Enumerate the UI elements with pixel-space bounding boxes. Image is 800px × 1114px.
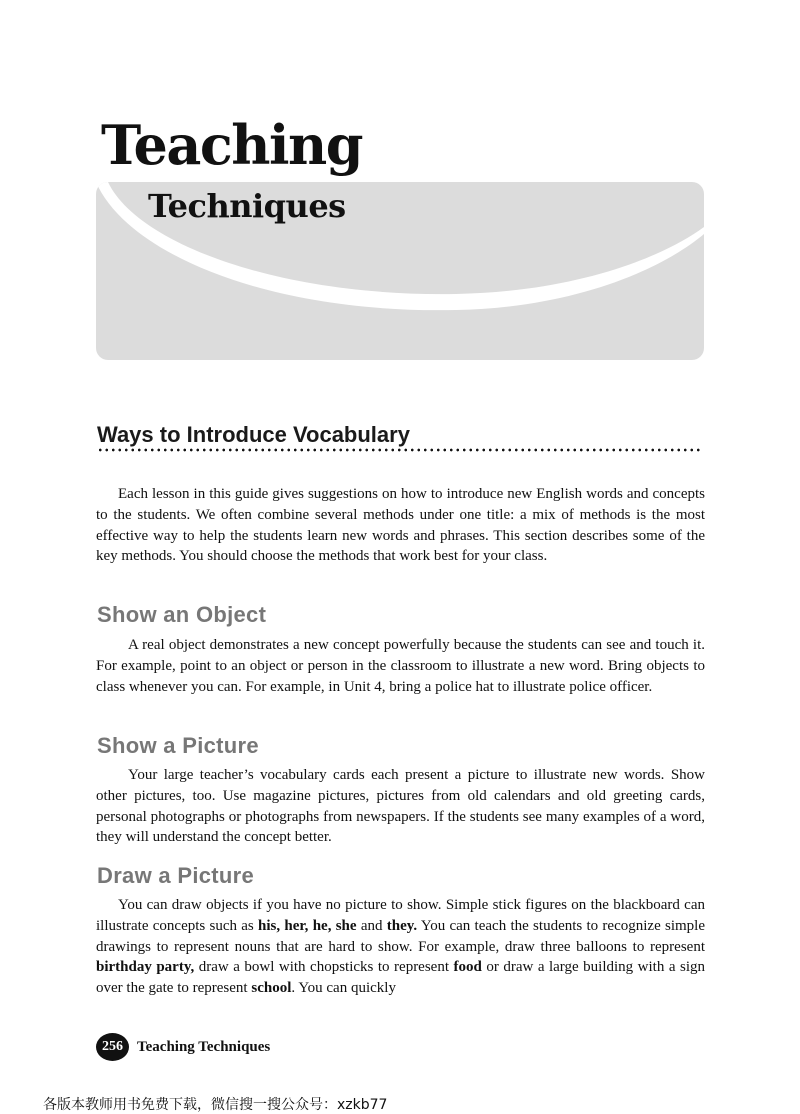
intro-paragraph: Each lesson in this guide gives suggestions on how to introduce new English words and concepts to the students. We often combine several methods under one title: a mix of methods is the most effective way to help the students learn new words and phrases. This section describes some of the key methods. You should choose the methods that work best for your class. (96, 486, 705, 565)
show-picture-paragraph: Your large teacher’s vocabulary cards each present a picture to illustrate new words. Show other pictures, too. Use magazine pictures, pictures from old calendars and old greeting cards, personal photographs or photographs from newspapers. If the students see many examples of a word, they will understand the concept better. (96, 767, 705, 846)
text-run: You can teach the students to recognize simple drawings to represent nouns that are hard to show. For example, draw three balloons to represent (96, 917, 705, 955)
dotted-rule (97, 447, 700, 453)
subheading-draw-picture: Draw a Picture (97, 863, 255, 888)
bold-term: they. (386, 917, 418, 934)
bold-term: food (453, 959, 482, 976)
watermark-text: 各版本教师用书免费下载，微信搜一搜公众号：xzkb77 (43, 1097, 388, 1113)
section-heading: Ways to Introduce Vocabulary (97, 422, 410, 447)
text-run: draw a bowl with chopsticks to represent (194, 959, 454, 976)
page-number-badge (96, 1033, 129, 1061)
text-run: You can draw objects if you have no picture to show. Simple stick figures on the blackboard can illustrate concepts such as (96, 897, 705, 934)
subheading-show-object: Show an Object (97, 602, 267, 627)
text-run: or draw a large building with a sign over the gate to represent (96, 959, 706, 997)
text-run: and (356, 917, 387, 934)
draw-picture-paragraph (96, 895, 705, 999)
show-object-paragraph: A real object demonstrates a new concept powerfully because the students can see and touch it. For example, point to an object or person in the classroom to illustrate a new word. Bring objects to class whenever you can. For example, in Unit 4, bring a police hat to illustrate police officer. (96, 637, 705, 695)
page-title: Teaching (101, 113, 363, 177)
page-number: 256 (102, 1039, 123, 1054)
footer-label: Teaching Techniques (137, 1039, 271, 1055)
text-run: . You can quickly (291, 980, 396, 997)
bold-term: school (251, 980, 292, 997)
bold-term: his, her, he, she (258, 917, 357, 934)
bold-term: birthday party, (96, 959, 195, 976)
subheading-show-picture: Show a Picture (97, 733, 259, 758)
page-subtitle: Techniques (148, 187, 346, 225)
